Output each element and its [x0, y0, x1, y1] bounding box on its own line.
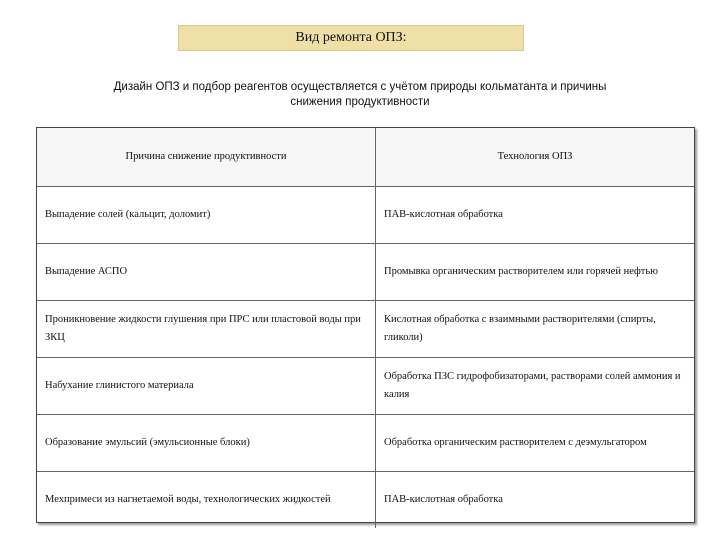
- technology-cell: Промывка органическим растворителем или горячей нефтью: [376, 244, 695, 301]
- header-technology: Технология ОПЗ: [376, 128, 695, 187]
- cause-cell: Выпадение АСПО: [37, 244, 376, 301]
- table-row: [37, 187, 694, 244]
- technology-cell: ПАВ-кислотная обработка: [376, 472, 695, 529]
- technology-cell: Кислотная обработка с взаимными растворителями (спирты, гликоли): [376, 301, 695, 358]
- technology-cell: Обработка органическим растворителем с деэмульгатором: [376, 415, 695, 472]
- table-row: [37, 472, 694, 529]
- section-title: [178, 25, 524, 51]
- cause-cell: Образование эмульсий (эмульсионные блоки): [37, 415, 376, 472]
- cause-cell: Проникновение жидкости глушения при ПРС или пластовой воды при ЗКЦ: [37, 301, 376, 358]
- technology-cell: ПАВ-кислотная обработка: [376, 187, 695, 244]
- subtitle-line-2: снижения продуктивности: [290, 96, 430, 108]
- technology-cell: Обработка ПЗС гидрофобизаторами, растворами солей аммония и калия: [376, 358, 695, 415]
- subtitle: [40, 80, 680, 110]
- table-row: [37, 358, 694, 415]
- ops-table: [36, 127, 695, 523]
- cause-cell: Выпадение солей (кальцит, доломит): [37, 187, 376, 244]
- header-cause: Причина снижение продуктивности: [37, 128, 376, 187]
- table-row: [37, 244, 694, 301]
- table-row: [37, 415, 694, 472]
- table-row: [37, 301, 694, 358]
- table-header-row: [37, 128, 694, 187]
- subtitle-line-1: Дизайн ОПЗ и подбор реагентов осуществляется с учётом природы кольматанта и причины: [113, 81, 607, 93]
- cause-cell: Набухание глинистого материала: [37, 358, 376, 415]
- cause-cell: Мехпримеси из нагнетаемой воды, технологических жидкостей: [37, 472, 376, 529]
- section-title-text: Вид ремонта ОПЗ:: [295, 30, 407, 45]
